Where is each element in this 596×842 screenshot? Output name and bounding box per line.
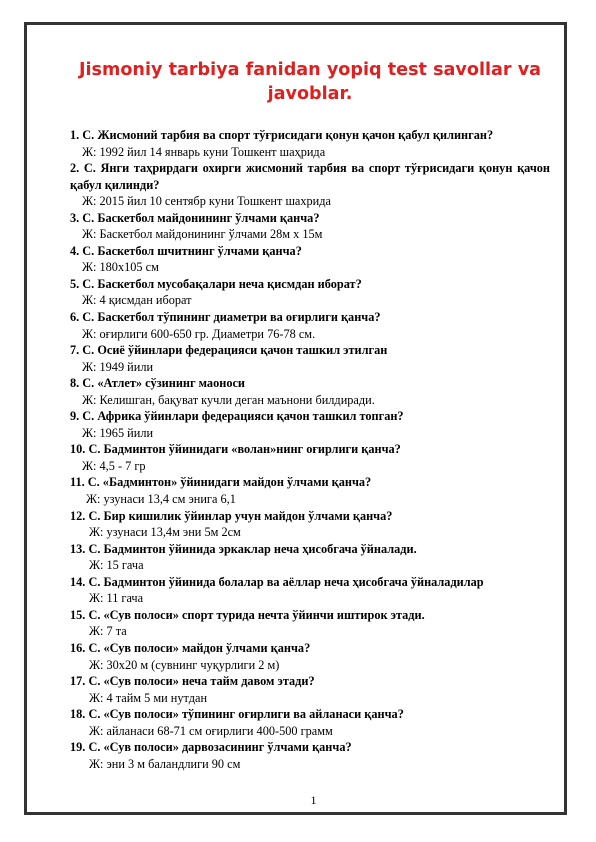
answer-10: Ж: 4,5 - 7 гр	[82, 458, 146, 473]
page-number: 1	[310, 793, 317, 807]
question-7: 7. С. Осиё ўйинлари федерацияси қачон ташкил этилган	[70, 343, 388, 358]
question-3: 3. С. Баскетбол майдонининг ўлчами қанча?	[70, 210, 320, 225]
answer-7: Ж: 1949 йили	[82, 359, 154, 374]
question-2: 2. С. Янги таҳрирдаги охирги жисмоний тарбия ва спорт тўғрисидаги қонун қачон қабул қилинди?	[70, 161, 550, 192]
question-14: 14. С. Бадминтон ўйинида болалар ва аёллар неча ҳисобгача ўйналадилар	[70, 574, 484, 589]
answer-17: Ж: 4 тайм 5 ми нутдан	[89, 690, 208, 705]
answer-12: Ж: узунаси 13,4м эни 5м 2см	[89, 525, 241, 540]
answer-18: Ж: айланаси 68-71 см оғирлиги 400-500 грамм	[89, 723, 333, 738]
question-4: 4. С. Баскетбол шчитнинг ўлчами қанча?	[70, 243, 302, 258]
question-6: 6. С. Баскетбол тўпининг диаметри ва оғирлиги қанча?	[70, 310, 381, 325]
answer-14: Ж: 11 гача	[89, 591, 144, 606]
qa-list	[70, 127, 550, 772]
answer-4: Ж: 180х105 см	[82, 260, 159, 275]
answer-3: Ж: Баскетбол майдонининг ўлчами 28м х 15м	[82, 227, 323, 242]
answer-11: Ж: узунаси 13,4 см энига 6,1	[86, 492, 236, 507]
answer-9: Ж: 1965 йили	[82, 425, 154, 440]
question-12: 12. С. Бир кишилик ўйинлар учун майдон ўлчами қанча?	[70, 508, 393, 523]
question-13: 13. С. Бадминтон ўйинида эркаклар неча ҳисобгача ўйналади.	[70, 541, 417, 556]
question-16: 16. С. «Сув полоси» майдон ўлчами қанча?	[70, 640, 311, 655]
answer-2: Ж: 2015 йил 10 сентябр куни Тошкент шахрида	[82, 194, 331, 209]
answer-1: Ж: 1992 йил 14 январь куни Тошкент шаҳрида	[82, 144, 326, 159]
question-18: 18. С. «Сув полоси» тўпининг оғирлиги ва айланаси қанча?	[70, 707, 404, 722]
answer-8: Ж: Келишган, бақуват кучли деган маънони билдиради.	[82, 392, 375, 407]
answer-13: Ж: 15 гача	[89, 558, 144, 573]
question-19: 19. С. «Сув полоси» дарвозасининг ўлчами қанча?	[70, 740, 352, 755]
question-5: 5. С. Баскетбол мусобақалари неча қисмдан иборат?	[70, 276, 362, 291]
answer-6: Ж: оғирлиги 600-650 гр. Диаметри 76-78 см.	[82, 326, 316, 341]
question-17: 17. С. «Сув полоси» неча тайм давом этади?	[70, 674, 315, 689]
question-15: 15. С. «Сув полоси» спорт турида нечта ўйинчи иштирок этади.	[70, 607, 425, 622]
question-10: 10. С. Бадминтон ўйинидаги «волан»нинг оғирлиги қанча?	[70, 442, 401, 457]
answer-16: Ж: 30х20 м (сувнинг чуқурлиги 2 м)	[89, 657, 280, 672]
answer-19: Ж: эни 3 м баландлиги 90 см	[89, 756, 241, 771]
answer-15: Ж: 7 та	[89, 624, 127, 639]
question-11: 11. С. «Бадминтон» ўйинидаги майдон ўлчами қанча?	[70, 475, 372, 490]
question-1: 1. С. Жисмоний тарбия ва спорт тўғрисидаги қонун қачон қабул қилинган?	[70, 128, 494, 142]
answer-5: Ж: 4 қисмдан иборат	[82, 293, 192, 308]
question-8: 8. С. «Атлет» сўзининг маоноси	[70, 376, 246, 391]
question-9: 9. С. Африка ўйинлари федерацияси қачон ташкил топган?	[70, 409, 404, 424]
document-title: Jismoniy tarbiya fanidan yopiq test savollar va javoblar.	[78, 60, 542, 104]
